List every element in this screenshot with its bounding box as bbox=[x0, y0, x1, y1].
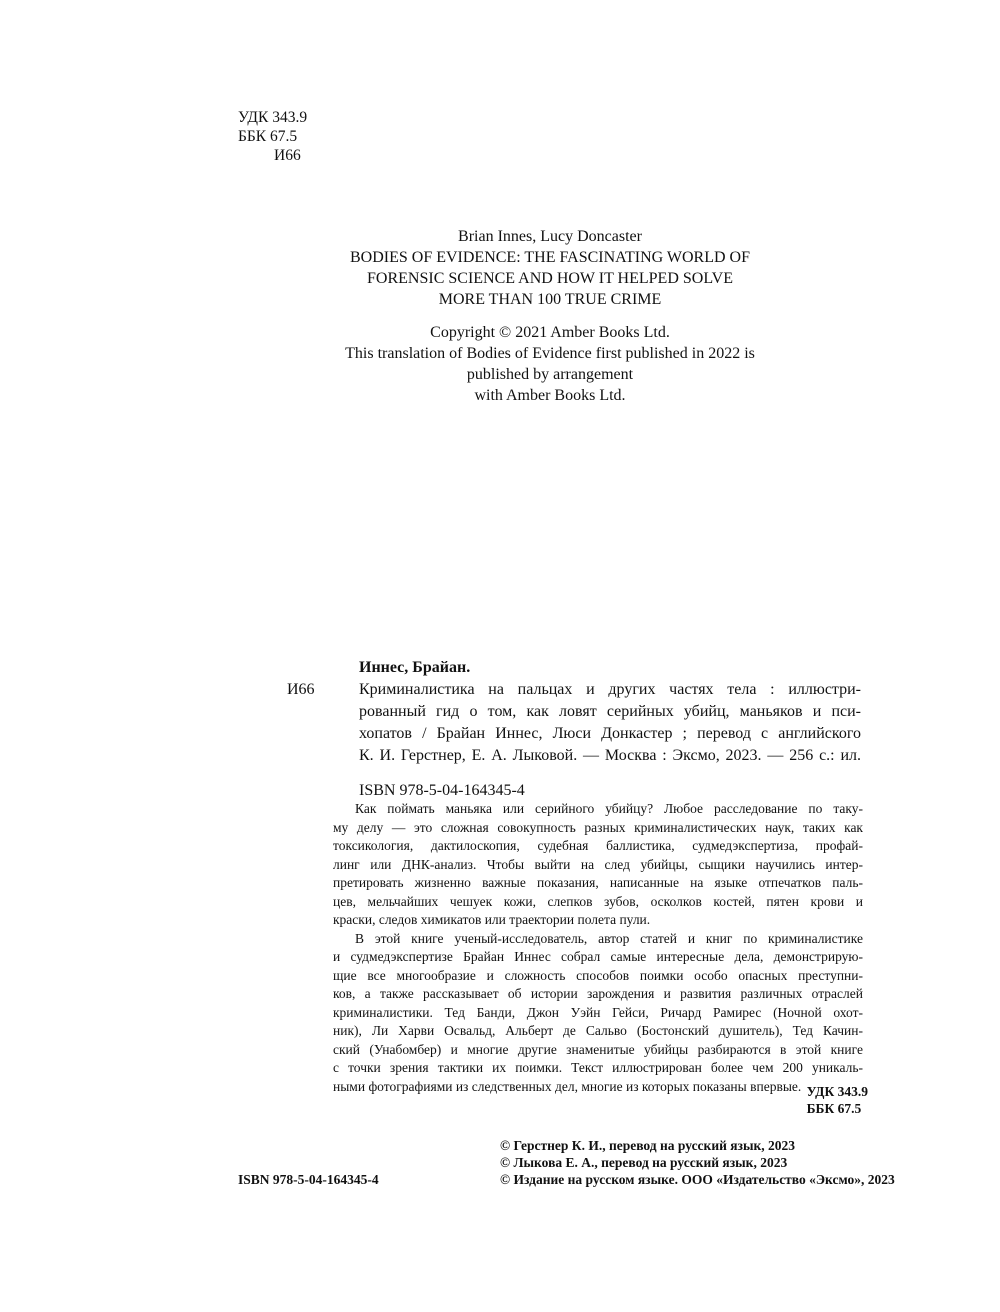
record-entry-line: рованный гид о том, как ловят серийных убийц, маньяков и пси- bbox=[359, 703, 861, 720]
copyright-notices bbox=[500, 1137, 895, 1188]
annotation bbox=[333, 800, 863, 1096]
classification-top bbox=[238, 108, 307, 165]
annotation-line: цев, мельчайших чешуек кожи, слепков зубов, осколков костей, пятен крови и bbox=[333, 893, 863, 909]
udk-code-bottom: УДК 343.9 bbox=[806, 1084, 868, 1099]
annotation-line: ский (Унабомбер) и многие другие знаменитые убийцы разбираются в этой книге bbox=[333, 1041, 863, 1057]
annotation-line: В этой книге ученый-исследователь, автор статей и книг по криминалистике bbox=[355, 930, 863, 946]
record-entry-line: хопатов / Брайан Иннес, Люси Донкастер ; перевод с английского bbox=[359, 725, 861, 742]
annotation-line: му делу — это сложная совокупность разных криминалистических наук, таких как bbox=[333, 819, 863, 835]
original-edition-info bbox=[330, 226, 770, 406]
annotation-line: Как поймать маньяка или серийного убийцу? Любое расследование по таку- bbox=[355, 801, 863, 816]
copyright-notice: © Лыкова Е. А., перевод на русский язык, 2023 bbox=[500, 1155, 788, 1170]
original-copyright-line: Copyright © 2021 Amber Books Ltd. bbox=[430, 324, 670, 341]
original-authors: Brian Innes, Lucy Doncaster bbox=[458, 228, 642, 245]
classification-bottom bbox=[807, 1083, 868, 1117]
record-author-mark: И66 bbox=[287, 681, 315, 698]
annotation-line: ник), Ли Харви Освальд, Альберт де Сальво (Бостонский душитель), Тед Качин- bbox=[333, 1023, 863, 1038]
annotation-line: претировать жизненно важные показания, написанные на языке отпечатков паль- bbox=[333, 875, 863, 890]
annotation-line: криминалистики. Тед Банди, Джон Уэйн Гейси, Ричард Рамирес (Ночной охот- bbox=[333, 1004, 863, 1020]
isbn-bottom: ISBN 978-5-04-164345-4 bbox=[238, 1172, 379, 1187]
annotation-line: ков, а также рассказывает об истории зарождения и развития различных отраслей bbox=[333, 986, 863, 1001]
original-copyright-line: with Amber Books Ltd. bbox=[474, 387, 626, 404]
udk-code: УДК 343.9 bbox=[238, 109, 308, 126]
bibliographic-record bbox=[287, 657, 861, 802]
bbk-code: ББК 67.5 bbox=[238, 128, 298, 145]
record-entry-line: Криминалистика на пальцах и других частях тела : иллюстри- bbox=[359, 681, 861, 698]
annotation-line: токсикология, дактилоскопия, судебная баллистика, судмедэкспертиза, профай- bbox=[333, 838, 863, 853]
record-isbn: ISBN 978-5-04-164345-4 bbox=[359, 782, 525, 799]
bbk-code-bottom: ББК 67.5 bbox=[806, 1101, 862, 1116]
author-mark: И66 bbox=[274, 147, 301, 164]
author-heading: Иннес, Брайан. bbox=[359, 659, 471, 676]
copyright-notice: © Герстнер К. И., перевод на русский язык, 2023 bbox=[500, 1138, 796, 1153]
original-title-line: FORENSIC SCIENCE AND HOW IT HELPED SOLVE bbox=[367, 270, 733, 287]
original-copyright-line: published by arrangement bbox=[466, 366, 634, 383]
annotation-line: ными фотографиями из следственных дел, многие из которых показаны впервые. bbox=[333, 1078, 802, 1094]
copyright-notice: © Издание на русском языке. ООО «Издательство «Эксмо», 2023 bbox=[500, 1172, 895, 1187]
original-title-line: BODIES OF EVIDENCE: THE FASCINATING WORLD OF bbox=[349, 249, 750, 266]
annotation-line: с точки зрения тактики их поимки. Текст иллюстрирован более чем 200 уникаль- bbox=[333, 1060, 863, 1075]
original-title-line: MORE THAN 100 TRUE CRIME bbox=[438, 291, 662, 308]
record-entry-line: К. И. Герстнер, Е. А. Лыковой. — Москва : Эксмо, 2023. — 256 с.: ил. bbox=[359, 747, 861, 764]
annotation-line: и судмедэкспертизе Брайан Иннес собрал самые интересные дела, демонстрирую- bbox=[333, 949, 863, 964]
annotation-line: щие все многообразие и сложность способов поимки особо опасных преступни- bbox=[333, 967, 863, 983]
annotation-line: краски, следов химикатов или траектории полета пули. bbox=[333, 912, 651, 927]
annotation-line: линг или ДНК-анализ. Чтобы выйти на след убийцы, сыщики научились интер- bbox=[333, 856, 863, 872]
original-copyright-line: This translation of Bodies of Evidence first published in 2022 is bbox=[345, 345, 755, 362]
record-entry bbox=[287, 679, 861, 767]
